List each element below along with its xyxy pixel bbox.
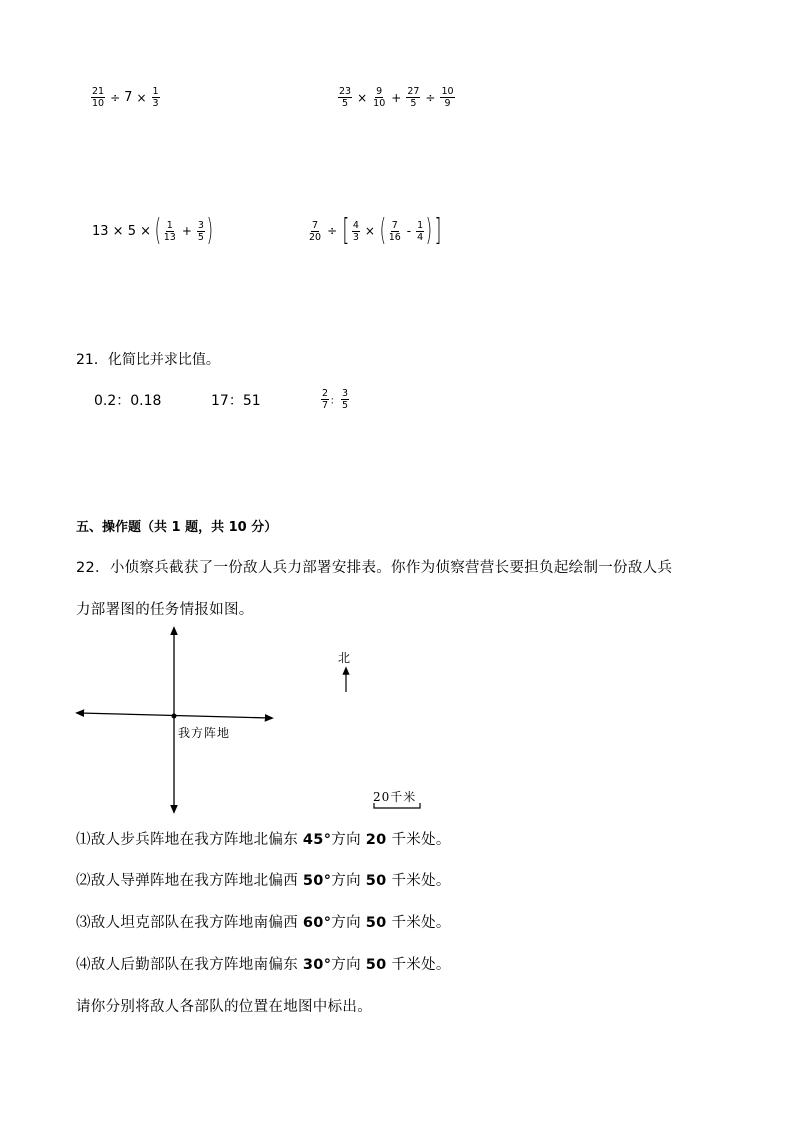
operator: +: [181, 224, 192, 238]
left-paren: (: [379, 213, 387, 248]
expression-1: [90, 86, 161, 109]
ratio-1: 0.2：0.18: [94, 393, 162, 409]
item-2: ⑵敌人导弹阵地在我方阵地北偏西 50°方向 50 千米处。: [76, 873, 451, 889]
fraction: $\frac{10}{9}$: [441, 86, 454, 109]
left-paren: (: [154, 213, 162, 248]
right-bracket: ]: [434, 213, 442, 248]
right-paren: ): [206, 213, 214, 248]
operator: ×: [136, 90, 147, 105]
ratio-3: [320, 388, 350, 411]
fraction: $\frac{1}{4}$: [417, 219, 424, 243]
operator: ×: [364, 224, 375, 238]
origin-label: 我方阵地: [178, 726, 231, 740]
ratio-2: 17：51: [211, 393, 261, 409]
expression-3: [92, 213, 214, 248]
colon: ：: [330, 396, 341, 407]
item-4: ⑷敌人后勤部队在我方阵地南偏东 30°方向 50 千米处。: [76, 957, 451, 973]
item-1: ⑴敌人步兵阵地在我方阵地北偏东 45°方向 20 千米处。: [76, 832, 451, 848]
north-label: 北: [338, 651, 352, 665]
left-bracket: [: [342, 213, 350, 248]
operator: ÷: [110, 90, 121, 105]
operator: ×: [357, 90, 368, 105]
fraction: $\frac{2}{7}$: [322, 388, 329, 411]
fraction: $\frac{1}{13}$: [163, 219, 176, 243]
closing-instruction: 请你分别将敌人各部队的位置在地图中标出。: [76, 999, 372, 1015]
fraction: $\frac{27}{5}$: [407, 86, 420, 109]
fraction: $\frac{1}{3}$: [152, 86, 159, 109]
expression-4: [307, 213, 443, 248]
operator: ÷: [425, 90, 436, 105]
fraction: $\frac{21}{10}$: [92, 86, 105, 109]
operator: +: [391, 90, 402, 105]
expression-2: [337, 86, 456, 109]
fraction: $\frac{9}{10}$: [373, 86, 386, 109]
origin-point: [172, 714, 177, 719]
fraction: $\frac{3}{5}$: [197, 219, 204, 243]
expression-lead: 13 × 5 ×: [92, 223, 151, 239]
fraction: $\frac{7}{20}$: [309, 219, 322, 243]
right-paren: ): [425, 213, 433, 248]
question-22-line-2: 力部署图的任务情报如图。: [76, 602, 254, 618]
item-3: ⑶敌人坦克部队在我方阵地南偏西 60°方向 50 千米处。: [76, 915, 451, 931]
fraction: $\frac{3}{5}$: [342, 388, 349, 411]
number: 7: [124, 90, 133, 105]
scale-label: 20千米: [373, 790, 417, 804]
fraction: $\frac{7}{16}$: [388, 219, 401, 243]
operator: ÷: [327, 224, 338, 238]
section-5-title: 五、操作题（共 1 题，共 10 分）: [76, 520, 278, 535]
operator: -: [406, 224, 412, 238]
question-22-line-1: 22．小侦察兵截获了一份敌人兵力部署安排表。你作为侦察营营长要担负起绘制一份敌人兵: [76, 560, 673, 576]
fraction: $\frac{4}{3}$: [352, 219, 359, 243]
question-21-title: 21．化简比并求比值。: [76, 352, 220, 368]
fraction: $\frac{23}{5}$: [339, 86, 352, 109]
